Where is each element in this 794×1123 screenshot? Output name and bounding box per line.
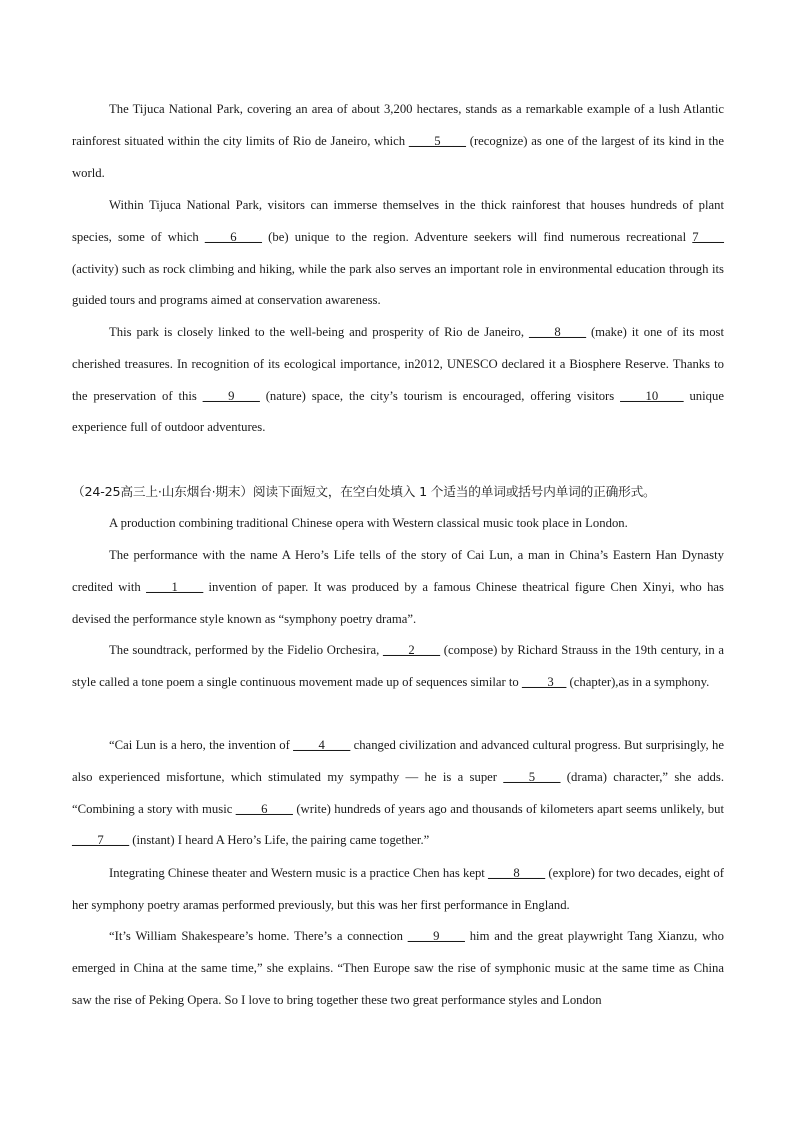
answer-blank-10[interactable]: ____10____	[620, 388, 684, 403]
text: (compose) by Richard Strauss in the 19th century, in a style called a tone poem a single continuous movement made up of sequences similar to	[72, 643, 724, 689]
passage1-paragraph-3	[72, 317, 724, 444]
answer-blank-5[interactable]: ____5____	[503, 769, 561, 784]
text: The performance with the name A Hero’s Life tells of the story of Cai Lun, a man in China’s Eastern Han Dynasty credited with	[72, 548, 724, 594]
answer-blank-4[interactable]: ____4____	[293, 738, 351, 752]
text: Within Tijuca National Park, visitors can immerse themselves in the thick rainforest that houses hundreds of plant species, some of which	[72, 198, 724, 244]
text: changed civilization and advanced cultural progress. But surprisingly, he also experienced misfortune, which stimulated my sympathy — he is a super	[72, 738, 724, 784]
answer-blank-7[interactable]: ____7____	[72, 833, 130, 848]
answer-blank-8[interactable]: ____8____	[528, 325, 587, 339]
passage2-paragraph-6	[72, 921, 724, 1016]
answer-blank-5[interactable]: ____5____	[408, 133, 466, 148]
text: (drama) character,” she adds. “Combining a story with music	[72, 769, 724, 816]
text: The Tijuca National Park, covering an area of about 3,200 hectares, stands as a remarkable example of a lush Atlantic rainforest situated within the city limits of Rio de Janeiro, which	[72, 102, 724, 148]
answer-blank-1[interactable]: ____1____	[146, 579, 204, 594]
answer-blank-3[interactable]: ____3__	[521, 674, 567, 689]
answer-blank-8[interactable]: ____8____	[488, 866, 546, 880]
text: This park is closely linked to the well-being and prosperity of Rio de Janeiro,	[109, 325, 529, 339]
passage2-paragraph-4	[72, 730, 724, 857]
text: unique experience full of outdoor adventures.	[72, 388, 724, 435]
text: The soundtrack, performed by the Fidelio Orchesira,	[109, 643, 383, 657]
answer-blank-9[interactable]: ____9____	[407, 929, 465, 943]
text: (chapter),as in a symphony.	[566, 674, 710, 689]
text: him and the great playwright Tang Xianzu, who emerged in China at the same time,” she explains. “Then Europe saw the rise of symphonic music at the same time as China saw the rise of Peking Opera. So I love to bring together these two great performance styles and London	[72, 929, 724, 1007]
passage2-paragraph-3	[72, 635, 724, 699]
exercise-heading: （24-25高三上·山东烟台·期末）阅读下面短文，在空白处填入 1 个适当的单词或括号内单词的正确形式。	[72, 484, 656, 499]
passage1-paragraph-1	[72, 94, 724, 189]
passage2-paragraph-5	[72, 858, 724, 922]
text: invention of paper. It was produced by a famous Chinese theatrical figure Chen Xinyi, who has devised the performance style known as “symphony poetry drama”.	[72, 579, 724, 626]
answer-blank-9[interactable]: ____9____	[202, 388, 260, 403]
answer-blank-6[interactable]: ____6____	[235, 801, 293, 816]
passage1-paragraph-2	[72, 190, 724, 317]
text: (write) hundreds of years ago and thousands of kilometers apart seems unlikely, but	[292, 801, 724, 816]
text: “Cai Lun is a hero, the invention of	[109, 738, 294, 752]
text: Integrating Chinese theater and Western music is a practice Chen has kept	[109, 866, 489, 880]
text: A production combining traditional Chinese opera with Western classical music took place in London.	[109, 516, 628, 530]
text: (activity) such as rock climbing and hiking, while the park also serves an important role in environmental education through its guided tours and programs aimed at conservation awareness.	[72, 261, 724, 308]
answer-blank-7[interactable]: 7____	[692, 229, 724, 244]
text: “It’s William Shakespeare’s home. There’s a connection	[109, 929, 408, 943]
text: (recognize) as one of the largest of its kind in the world.	[72, 133, 724, 180]
text: (make) it one of its most cherished treasures. In recognition of its ecological importance, in2012, UNESCO declared it a Biosphere Reserve. Thanks to the preservation of this	[72, 325, 724, 403]
passage2-paragraph-2	[72, 540, 724, 635]
text: (be) unique to the region. Adventure seekers will find numerous recreational	[261, 229, 693, 244]
passage2-paragraph-1	[72, 508, 724, 540]
answer-blank-6[interactable]: ____6____	[204, 229, 262, 244]
text: (nature) space, the city’s tourism is encouraged, offering visitors	[259, 388, 621, 403]
text: (explore) for two decades, eight of her symphony poetry aramas performed previously, but this was her first performance in England.	[72, 866, 724, 912]
text: (instant) I heard A Hero’s Life, the pairing came together.”	[129, 833, 430, 848]
answer-blank-2[interactable]: ____2____	[382, 643, 441, 657]
